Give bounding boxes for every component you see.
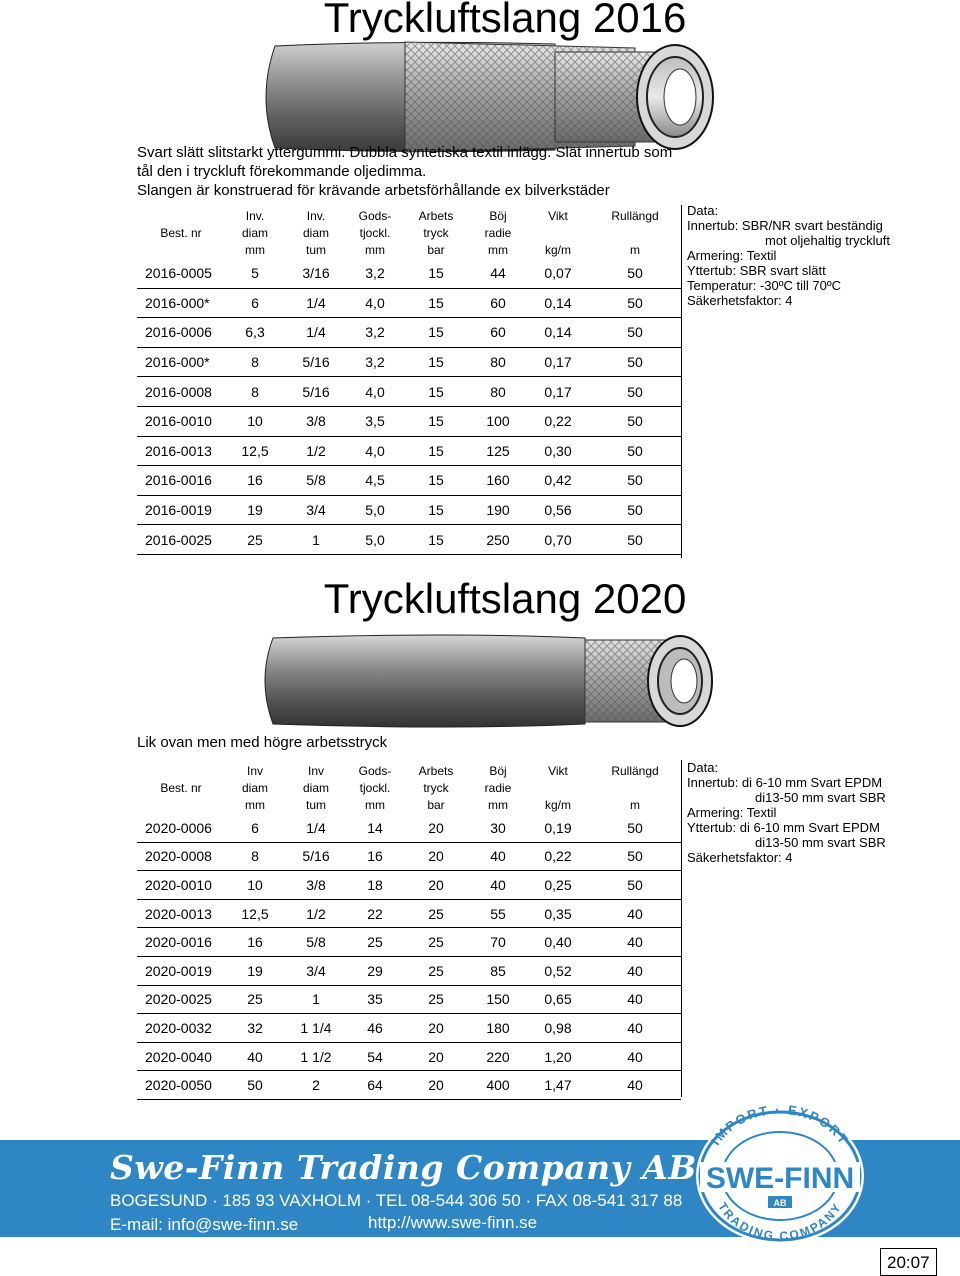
column-header-line: bar: [427, 798, 445, 812]
column-header-line: Inv.: [245, 209, 265, 223]
table-cell: 3,2: [347, 318, 403, 348]
table-cell: 20: [403, 1071, 469, 1100]
table-cell: 0,65: [527, 985, 589, 1014]
table-cell: 50: [225, 1071, 285, 1100]
data-line: Innertub: di 6-10 mm Svart EPDM: [687, 775, 883, 790]
table-cell: 0,70: [527, 525, 589, 555]
column-header-line: mm: [488, 798, 508, 812]
table-cell: 22: [347, 899, 403, 928]
table-cell: 15: [403, 436, 469, 466]
column-header: [225, 205, 285, 259]
column-header-line: Böj: [489, 764, 507, 778]
table-cell: 54: [347, 1042, 403, 1071]
table-cell: 25: [403, 899, 469, 928]
company-website[interactable]: http://www.swe-finn.se: [368, 1213, 538, 1232]
table-cell: 5/16: [285, 347, 347, 377]
column-header-line: bar: [427, 243, 445, 257]
table-row: [137, 288, 681, 318]
table-cell: 160: [469, 466, 527, 496]
table-cell: 32: [225, 1014, 285, 1043]
column-header-line: [527, 780, 589, 797]
table-cell: 0,40: [527, 928, 589, 957]
table-cell: 2020-0019: [137, 956, 225, 985]
table-cell: 16: [347, 842, 403, 871]
company-address: BOGESUND · 185 93 VAXHOLM · TEL 08-544 306 50 · FAX 08-541 317 88: [110, 1191, 683, 1210]
table-cell: 40: [589, 1014, 681, 1043]
table-row: [137, 928, 681, 957]
table-cell: 0,14: [527, 288, 589, 318]
table-cell: 8: [225, 347, 285, 377]
table-cell: 0,07: [527, 259, 589, 288]
data-line: di13-50 mm svart SBR: [755, 790, 886, 805]
table-cell: 1,47: [527, 1071, 589, 1100]
table-cell: 400: [469, 1071, 527, 1100]
table-cell: 50: [589, 814, 681, 842]
table-cell: 6,3: [225, 318, 285, 348]
table-cell: 0,17: [527, 347, 589, 377]
intro-line: tål den i tryckluft förekommande oljedimma.: [137, 163, 427, 180]
column-header-line: mm: [245, 243, 265, 257]
column-header: [469, 760, 527, 814]
table-cell: 0,14: [527, 318, 589, 348]
table-cell: 50: [589, 288, 681, 318]
company-email[interactable]: E-mail: info@swe-finn.se: [110, 1215, 299, 1234]
column-header-line: diam: [241, 226, 268, 240]
table-cell: 30: [469, 814, 527, 842]
table-cell: 25: [403, 985, 469, 1014]
table-row: [137, 985, 681, 1014]
data-line: Innertub: SBR/NR svart beständig: [687, 218, 883, 233]
table-cell: 0,17: [527, 377, 589, 407]
table-cell: 2016-0006: [137, 318, 225, 348]
column-header-line: tjockl.: [359, 226, 391, 240]
table-cell: 44: [469, 259, 527, 288]
table-cell: 2016-0005: [137, 259, 225, 288]
table-cell: 2020-0032: [137, 1014, 225, 1043]
column-header-line: Böj: [489, 209, 507, 223]
data-line: mot oljehaltig tryckluft: [765, 233, 890, 248]
table-cell: 1,20: [527, 1042, 589, 1071]
table-cell: 20: [403, 1042, 469, 1071]
column-header-line: Arbets: [418, 764, 454, 778]
table-cell: 2016-0013: [137, 436, 225, 466]
table-cell: 0,56: [527, 495, 589, 525]
data-block-2016: [687, 203, 890, 308]
column-header-line: mm: [365, 243, 385, 257]
table-cell: 20: [403, 871, 469, 900]
table-cell: 0,98: [527, 1014, 589, 1043]
column-header-line: tryck: [423, 226, 449, 240]
table-cell: 2020-0010: [137, 871, 225, 900]
table-cell: 40: [589, 985, 681, 1014]
column-header: [469, 205, 527, 259]
table-row: [137, 814, 681, 842]
table-cell: 16: [225, 466, 285, 496]
data-line: Yttertub: di 6-10 mm Svart EPDM: [687, 820, 880, 835]
table-row: [137, 347, 681, 377]
table-cell: 35: [347, 985, 403, 1014]
column-header-line: [589, 225, 681, 242]
table-row: [137, 956, 681, 985]
table-cell: 2016-0016: [137, 466, 225, 496]
table-cell: 100: [469, 406, 527, 436]
swe-finn-logo: [690, 1096, 870, 1246]
table-cell: 150: [469, 985, 527, 1014]
column-header-line: Inv: [307, 764, 324, 778]
table-cell: 2020-0025: [137, 985, 225, 1014]
table-cell: 2016-0010: [137, 406, 225, 436]
table-cell: 85: [469, 956, 527, 985]
column-header-line: m: [630, 798, 640, 812]
column-header-line: radie: [484, 226, 512, 240]
spec-table-2016: [137, 205, 681, 555]
table-cell: 5/16: [285, 842, 347, 871]
table-row: [137, 318, 681, 348]
table-cell: 50: [589, 871, 681, 900]
table-row: [137, 436, 681, 466]
table-cell: 40: [225, 1042, 285, 1071]
column-header-line: [137, 242, 225, 259]
table-cell: 1/4: [285, 318, 347, 348]
column-header-line: Rullängd: [611, 209, 659, 223]
logo-ring-bottom: TRADING COMPANY: [715, 1199, 845, 1244]
table-row: [137, 495, 681, 525]
table-header-row: [137, 205, 681, 259]
table-cell: 5/16: [285, 377, 347, 407]
table-cell: 0,35: [527, 899, 589, 928]
table-cell: 64: [347, 1071, 403, 1100]
table-cell: 55: [469, 899, 527, 928]
column-header: [137, 205, 225, 259]
column-header-line: mm: [365, 798, 385, 812]
column-header-line: diam: [302, 781, 329, 795]
data-line: Säkerhetsfaktor: 4: [687, 293, 793, 308]
table-cell: 40: [469, 871, 527, 900]
table-cell: 2020-0013: [137, 899, 225, 928]
table-cell: 19: [225, 495, 285, 525]
table-cell: 8: [225, 842, 285, 871]
table-row: [137, 1014, 681, 1043]
table-cell: 29: [347, 956, 403, 985]
column-header-line: [137, 208, 225, 225]
table-cell: 2020-0050: [137, 1071, 225, 1100]
table-cell: 15: [403, 495, 469, 525]
table-cell: 40: [469, 842, 527, 871]
table-row: [137, 1071, 681, 1100]
column-header: [285, 760, 347, 814]
table-cell: 12,5: [225, 436, 285, 466]
table-cell: 80: [469, 347, 527, 377]
column-header: [347, 760, 403, 814]
table-cell: 2016-000*: [137, 347, 225, 377]
table-cell: 5/8: [285, 466, 347, 496]
table-cell: 1: [285, 525, 347, 555]
table-cell: 0,42: [527, 466, 589, 496]
table-cell: 60: [469, 288, 527, 318]
table-cell: 4,0: [347, 436, 403, 466]
table-cell: 5: [225, 259, 285, 288]
column-header-line: [137, 763, 225, 780]
column-header: [403, 760, 469, 814]
table-cell: 15: [403, 288, 469, 318]
column-header-line: tum: [305, 243, 326, 257]
table-cell: 20: [403, 1014, 469, 1043]
table-cell: 0,25: [527, 871, 589, 900]
table-cell: 50: [589, 406, 681, 436]
column-header: [285, 205, 347, 259]
table-cell: 15: [403, 466, 469, 496]
table-cell: 16: [225, 928, 285, 957]
table-cell: 19: [225, 956, 285, 985]
table-cell: 15: [403, 377, 469, 407]
table-cell: 60: [469, 318, 527, 348]
table-cell: 50: [589, 436, 681, 466]
column-header-line: m: [630, 243, 640, 257]
intro-line: Slangen är konstruerad för krävande arbetsförhållande ex bilverkstäder: [137, 182, 610, 199]
table-cell: 1/4: [285, 814, 347, 842]
column-header-line: Inv.: [306, 209, 326, 223]
table-cell: 2020-0016: [137, 928, 225, 957]
table-cell: 50: [589, 842, 681, 871]
table-cell: 10: [225, 871, 285, 900]
logo-badge: AB: [773, 1198, 787, 1208]
table-row: [137, 871, 681, 900]
column-header-line: [527, 225, 589, 242]
table-cell: 20: [403, 842, 469, 871]
table-cell: 3/8: [285, 406, 347, 436]
table-row: [137, 406, 681, 436]
table-cell: 50: [589, 347, 681, 377]
table-cell: 0,30: [527, 436, 589, 466]
table-cell: 2: [285, 1071, 347, 1100]
column-header-line: Arbets: [418, 209, 454, 223]
table-cell: 15: [403, 318, 469, 348]
hose-illustration-2016: [255, 38, 715, 156]
column-header-line: Rullängd: [611, 764, 659, 778]
table-cell: 12,5: [225, 899, 285, 928]
table-cell: 3/4: [285, 495, 347, 525]
spec-table-2020: [137, 760, 681, 1100]
table-cell: 5,0: [347, 495, 403, 525]
table-cell: 8: [225, 377, 285, 407]
table-cell: 40: [589, 1071, 681, 1100]
table-cell: 0,22: [527, 842, 589, 871]
column-header-line: Inv: [246, 764, 263, 778]
column-header-line: Vikt: [548, 209, 568, 223]
column-header-line: diam: [302, 226, 329, 240]
company-name: Swe-Finn Trading Company AB: [110, 1148, 697, 1187]
table-cell: 2016-000*: [137, 288, 225, 318]
table-cell: 2016-0008: [137, 377, 225, 407]
column-header-line: tum: [305, 798, 326, 812]
table-row: [137, 525, 681, 555]
table-cell: 70: [469, 928, 527, 957]
table-cell: 46: [347, 1014, 403, 1043]
hose-illustration-2020: [255, 630, 725, 732]
table-cell: 5/8: [285, 928, 347, 957]
column-header: [527, 760, 589, 814]
logo-text: SWE-FINN: [705, 1162, 855, 1195]
table-cell: 50: [589, 318, 681, 348]
data-line: Säkerhetsfaktor: 4: [687, 850, 793, 865]
table-cell: 40: [589, 956, 681, 985]
table-cell: 50: [589, 495, 681, 525]
column-header-line: [137, 797, 225, 814]
table-row: [137, 842, 681, 871]
column-header: [225, 760, 285, 814]
table-cell: 50: [589, 377, 681, 407]
table-cell: 1/2: [285, 899, 347, 928]
table-cell: 3/8: [285, 871, 347, 900]
table-cell: 15: [403, 525, 469, 555]
page-title-2016: Tryckluftslang 2016: [323, 0, 687, 41]
column-header-line: radie: [484, 781, 512, 795]
data-line: Armering: Textil: [687, 805, 777, 820]
column-header-line: [589, 780, 681, 797]
table-cell: 4,0: [347, 377, 403, 407]
table-cell: 1: [285, 985, 347, 1014]
column-header-line: kg/m: [544, 243, 571, 257]
table-cell: 50: [589, 466, 681, 496]
intro-text-2020: [137, 733, 387, 752]
table-cell: 2016-0025: [137, 525, 225, 555]
table-cell: 6: [225, 814, 285, 842]
data-line: di13-50 mm svart SBR: [755, 835, 886, 850]
column-header: [403, 205, 469, 259]
table-cell: 2020-0006: [137, 814, 225, 842]
table-cell: 25: [403, 928, 469, 957]
data-line: Armering: Textil: [687, 248, 777, 263]
table-cell: 250: [469, 525, 527, 555]
table-row: [137, 899, 681, 928]
table-cell: 50: [589, 525, 681, 555]
table-cell: 0,52: [527, 956, 589, 985]
column-header-line: Gods-: [358, 209, 392, 223]
table-header-row: [137, 760, 681, 814]
table-cell: 18: [347, 871, 403, 900]
table-cell: 6: [225, 288, 285, 318]
table-cell: 220: [469, 1042, 527, 1071]
table-cell: 4,5: [347, 466, 403, 496]
column-header-line: Vikt: [548, 764, 568, 778]
table-cell: 5,0: [347, 525, 403, 555]
column-header-line: Gods-: [358, 764, 392, 778]
table-row: [137, 377, 681, 407]
column-header-line: mm: [488, 243, 508, 257]
table-cell: 25: [347, 928, 403, 957]
table-cell: 190: [469, 495, 527, 525]
page-title-2020: Tryckluftslang 2020: [323, 575, 687, 622]
intro-text-2016: [137, 143, 672, 200]
table-cell: 14: [347, 814, 403, 842]
table-cell: 0,19: [527, 814, 589, 842]
column-header-line: diam: [241, 781, 268, 795]
table-cell: 125: [469, 436, 527, 466]
table-row: [137, 466, 681, 496]
table-row: [137, 1042, 681, 1071]
table-cell: 2020-0040: [137, 1042, 225, 1071]
table-cell: 40: [589, 899, 681, 928]
table-cell: 40: [589, 928, 681, 957]
column-header: [527, 205, 589, 259]
intro-line: Svart slätt slitstarkt yttergummi. Dubbla syntetiska textil inlägg. Slät innertub som: [137, 144, 673, 161]
column-header-line: mm: [245, 798, 265, 812]
table-cell: 3,5: [347, 406, 403, 436]
table-cell: 80: [469, 377, 527, 407]
table-cell: 1/2: [285, 436, 347, 466]
data-heading: Data:: [687, 203, 719, 218]
column-header: [137, 760, 225, 814]
table-cell: 180: [469, 1014, 527, 1043]
data-line: Yttertub: SBR svart slätt: [687, 263, 826, 278]
table-cell: 40: [589, 1042, 681, 1071]
table-cell: 0,22: [527, 406, 589, 436]
column-header: [347, 205, 403, 259]
table-cell: 3,2: [347, 259, 403, 288]
column-header-line: tjockl.: [359, 781, 391, 795]
column-header-line: Best. nr: [160, 226, 202, 240]
table-cell: 25: [225, 525, 285, 555]
column-header-line: kg/m: [544, 798, 571, 812]
table-cell: 25: [403, 956, 469, 985]
table-cell: 15: [403, 259, 469, 288]
table-cell: 1 1/4: [285, 1014, 347, 1043]
page-time: 20:07: [880, 1248, 937, 1276]
column-header-line: tryck: [423, 781, 449, 795]
table-cell: 15: [403, 406, 469, 436]
table-cell: 4,0: [347, 288, 403, 318]
table-cell: 1 1/2: [285, 1042, 347, 1071]
table-cell: 1/4: [285, 288, 347, 318]
column-header-line: Best. nr: [160, 781, 202, 795]
intro-line: Lik ovan men med högre arbetsstryck: [137, 734, 388, 751]
table-cell: 3,2: [347, 347, 403, 377]
table-cell: 2016-0019: [137, 495, 225, 525]
table-cell: 3/16: [285, 259, 347, 288]
table-cell: 20: [403, 814, 469, 842]
table-cell: 50: [589, 259, 681, 288]
table-cell: 2020-0008: [137, 842, 225, 871]
data-block-2020: [687, 760, 886, 865]
data-line: Temperatur: -30ºC till 70ºC: [687, 278, 841, 293]
table-cell: 15: [403, 347, 469, 377]
column-header: [589, 205, 681, 259]
table-row: [137, 259, 681, 288]
table-cell: 10: [225, 406, 285, 436]
table-cell: 25: [225, 985, 285, 1014]
table-cell: 3/4: [285, 956, 347, 985]
logo-ring-top: IMPORT · EXPORT: [707, 1101, 852, 1148]
column-header: [589, 760, 681, 814]
data-heading: Data:: [687, 760, 719, 775]
